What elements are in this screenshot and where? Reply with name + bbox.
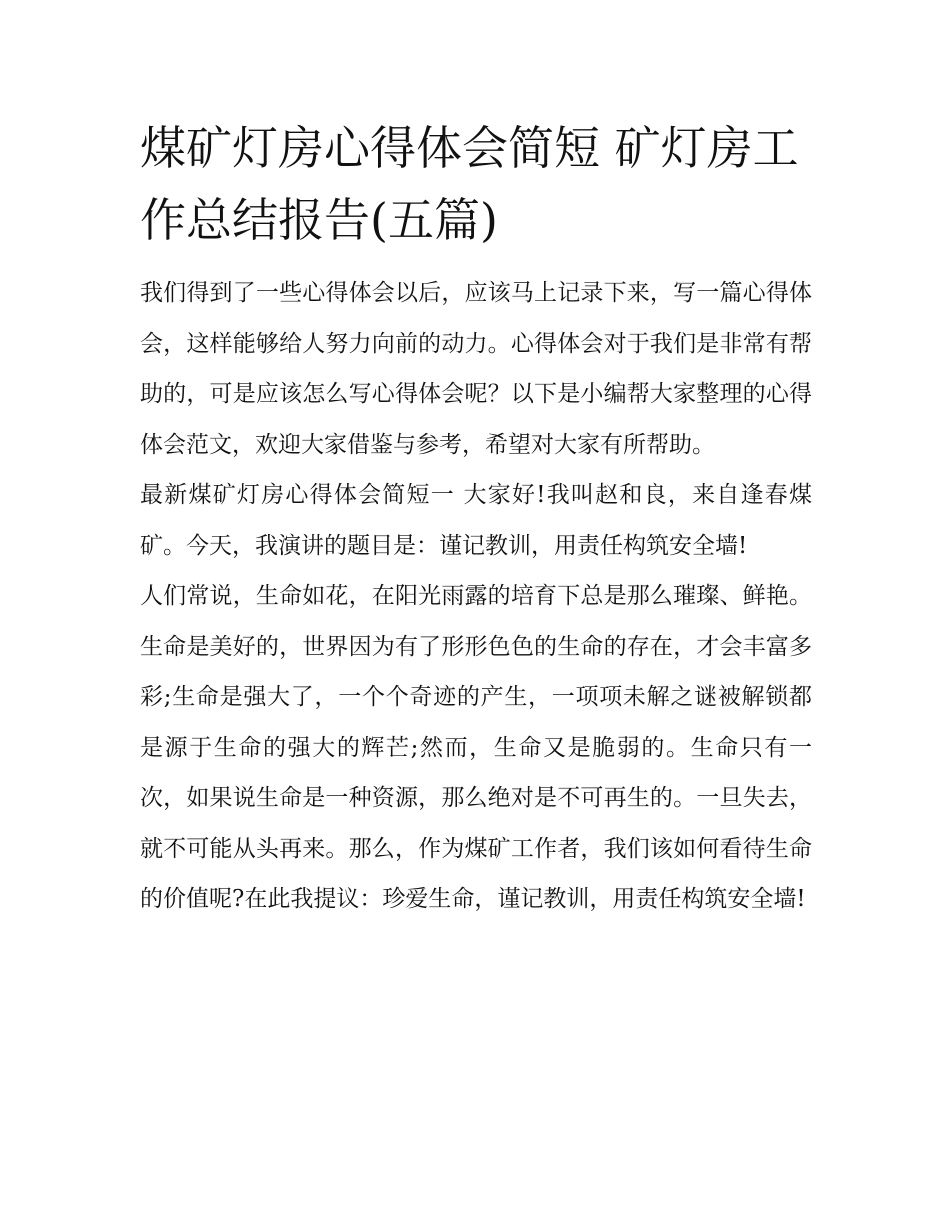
- life-value-paragraph: 人们常说，生命如花，在阳光雨露的培育下总是那么璀璨、鲜艳。生命是美好的，世界因为有了形形色色的生命的存在，才会丰富多彩;生命是强大了，一个个奇迹的产生，一项项未解之谜被解锁都是源于生命的强大的辉芒;然而，生命又是脆弱的。生命只有一次，如果说生命是一种资源，那么绝对是不可再生的。一旦失去，就不可能从头再来。那么，作为煤矿工作者，我们该如何看待生命的价值呢?在此我提议：珍爱生命，谨记教训，用责任构筑安全墙!: [140, 583, 812, 912]
- document-body: [140, 112, 812, 925]
- document-title: 煤矿灯房心得体会简短 矿灯房工作总结报告(五篇): [140, 121, 799, 247]
- speech-opening-paragraph: 最新煤矿灯房心得体会简短一 大家好!我叫赵和良，来自逢春煤矿。今天，我演讲的题目是：谨记教训，用责任构筑安全墙!: [140, 482, 812, 559]
- intro-paragraph: 我们得到了一些心得体会以后，应该马上记录下来，写一篇心得体会，这样能够给人努力向前的动力。心得体会对于我们是非常有帮助的，可是应该怎么写心得体会呢？以下是小编帮大家整理的心得体会范文，欢迎大家借鉴与参考，希望对大家有所帮助。: [140, 280, 812, 458]
